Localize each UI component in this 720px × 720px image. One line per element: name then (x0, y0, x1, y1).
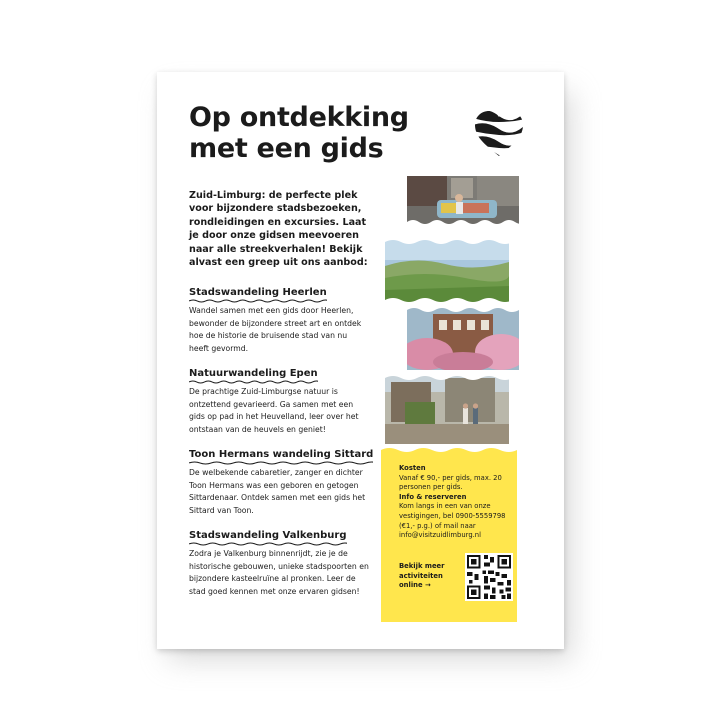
info-box (381, 452, 517, 622)
section-sittard (189, 442, 374, 517)
reserve-label: Info & reserveren (399, 492, 467, 501)
info-box-wave-edge (381, 446, 517, 454)
striped-heart-icon (473, 110, 525, 158)
section-epen (189, 361, 369, 436)
page-title (189, 102, 449, 164)
title-line-1: Op ontdekking (189, 102, 409, 133)
section-body: Wandel samen met een gids door Heerlen, bewonder de bijzondere street art en ontdek hoe de historie de bruisende stad van nu heeft gevormd. (189, 306, 362, 353)
building-photo (407, 306, 519, 370)
intro-text: Zuid-Limburg: de perfecte plek voor bijzondere stadsbezoeken, rondleidingen en excursies. Laat je door onze gidsen meevoeren naar alle streekverhalen! Bekijk alvast een greep uit ons aanbod: (189, 190, 368, 269)
castle-town-photo (385, 372, 509, 444)
section-body: De prachtige Zuid-Limburgse natuur is ontzettend gevarieerd. Ga samen met een gids op pad in het Heuvelland, leer over het ontstaan van de heuvels en geniet! (189, 387, 359, 434)
costs-label: Kosten (399, 464, 426, 472)
section-heading: Natuurwandeling Epen (189, 367, 318, 380)
reserve-text: Kom langs in een van onze vestigingen, bel 0900-5559798 (€1,- p.g.) of mail naar info@visitzuidlimburg.nl (399, 502, 506, 540)
more-activities-link[interactable]: Bekijk meer activiteiten online → (399, 562, 445, 590)
info-text (399, 464, 515, 541)
section-body: De welbekende cabaretier, zanger en dichter Toon Hermans was een geboren en getogen Sittardenaar. Ontdek samen met een gids het Sittard van Toon. (189, 468, 366, 515)
title-line-2: met een gids (189, 133, 384, 164)
section-heading: Stadswandeling Heerlen (189, 286, 327, 299)
section-heerlen (189, 280, 369, 355)
qr-code[interactable] (465, 553, 513, 601)
section-heading: Toon Hermans wandeling Sittard (189, 448, 373, 461)
street-art-photo (407, 176, 519, 228)
costs-text: Vanaf € 90,- per gids, max. 20 personen per gids. (399, 473, 502, 492)
section-body: Zodra je Valkenburg binnenrijdt, zie je de historische gebouwen, unieke stadspoorten en bijzondere kasteelruïne al pronken. Leer de stad goed kennen met onze ervaren gidsen! (189, 549, 369, 596)
landscape-photo (385, 236, 509, 304)
photo-collage (385, 176, 519, 452)
section-heading: Stadswandeling Valkenburg (189, 529, 347, 542)
flyer-page (157, 72, 564, 649)
section-valkenburg (189, 523, 369, 598)
